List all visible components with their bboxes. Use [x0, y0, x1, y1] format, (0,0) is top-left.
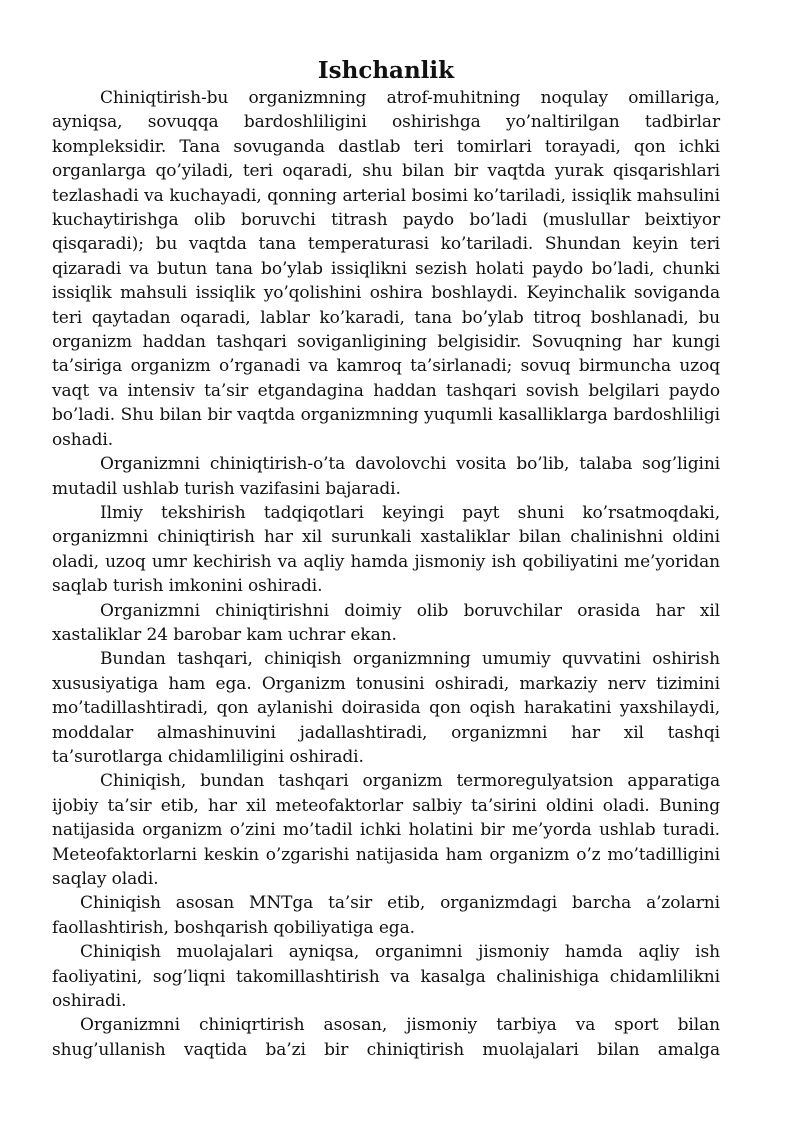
paragraph-hardening-definition: Chiniqtirish-bu organizmning atrof-muhitning noqulay omillariga, ayniqsa, sovuqqa bardoshliligini oshirishga yo’naltirilgan tadbirlar kompleksidir. Tana sovuganda dastlab teri tomirlari torayadi, qon ichki organlarga qo’yiladi, teri oqaradi, shu bilan bir vaqtda yurak qisqarishlari tezlashadi va kuchayadi, qonning arterial bosimi ko’tariladi, issiqlik mahsulini kuchaytirishga olib boruvchi titrash paydo bo’ladi (muslullar beixtiyor qisqaradi); bu vaqtda tana temperaturasi ko’tariladi. Shundan keyin teri qizaradi va butun tana bo’ylab issiqlikni sezish holati paydo bo’ladi, chunki issiqlik mahsuli issiqlik yo’qolishini oshira boshlaydi. Keyinchalik soviganda teri qaytadan oqaradi, lablar ko’karadi, tana bo’ylab titroq boshlanadi, bu organizm haddan tashqari soviganligining belgisidir. Sovuqning har kungi ta’siriga organizm o’rganadi va kamroq ta’sirlanadi; sovuq birmuncha uzoq vaqt va intensiv ta’sir etgandagina haddan tashqari sovish belgilari paydo bo’ladi. Shu bilan bir vaqtda organizmning yuqumli kasalliklarga bardoshliligi oshadi.: [52, 88, 720, 450]
paragraph-nervous-system: Chiniqish asosan MNTga ta’sir etib, organizmdagi barcha a’zolarni faollashtirish, boshqarish qobiliyatiga ega.: [52, 893, 720, 938]
paragraph-procedures: Chiniqish muolajalari ayniqsa, organimni jismoniy hamda aqliy ish faoliyatini, sog’liqni takomillashtirish va kasalga chalinishiga chidamlilikni oshiradi.: [52, 942, 720, 1012]
paragraph-hardening-healing: Organizmni chiniqtirish-o’ta davolovchi vosita bo’lib, talaba sog’ligini mutadil ushlab turish vazifasini bajaradi.: [52, 454, 720, 499]
paragraph-general-benefits: Bundan tashqari, chiniqish organizmning umumiy quvvatini oshirish xususiyatiga ham ega. Organizm tonusini oshiradi, markaziy nerv tizimini mo’tadillashtiradi, qon aylanishi doirasida qon oqish harakatini yaxshilaydi, moddalar almashinuvini jadallashtiradi, organizmni har xil tashqi ta’surotlarga chidamliligini oshiradi.: [52, 649, 720, 767]
paragraph-thermoregulation: Chiniqish, bundan tashqari organizm termoregulyatsion apparatiga ijobiy ta’sir etib, har xil meteofaktorlar salbiy ta’sirini oldini oladi. Buning natijasida organizm o’zini mo’tadil ichki holatini bir me’yorda ushlab turadi. Meteofaktorlarni keskin o’zgarishi natijasida ham organizm o’z mo’tadilligini saqlay oladi.: [52, 771, 720, 889]
page-title: Ishchanlik: [317, 57, 455, 84]
paragraph-research-findings: Ilmiy tekshirish tadqiqotlari keyingi payt shuni ko’rsatmoqdaki, organizmni chiniqtirish har xil surunkali xastaliklar bilan chalinishni oldini oladi, uzoq umr kechirish va aqliy hamda jismoniy ish qobiliyatini me’yoridan saqlab turish imkonini oshiradi.: [52, 502, 720, 597]
paragraph-physical-training: Organizmni chiniqrtirish asosan, jismoniy tarbiya va sport bilan shug’ullanish vaqtida ba’zi bir chiniqtirish muolajalari bilan amalga: [52, 1015, 720, 1060]
paragraph-disease-statistic: Organizmni chiniqtirishni doimiy olib boruvchilar orasida har xil xastaliklar 24 barobar kam uchrar ekan.: [52, 600, 720, 645]
document-page: [52, 56, 720, 1062]
